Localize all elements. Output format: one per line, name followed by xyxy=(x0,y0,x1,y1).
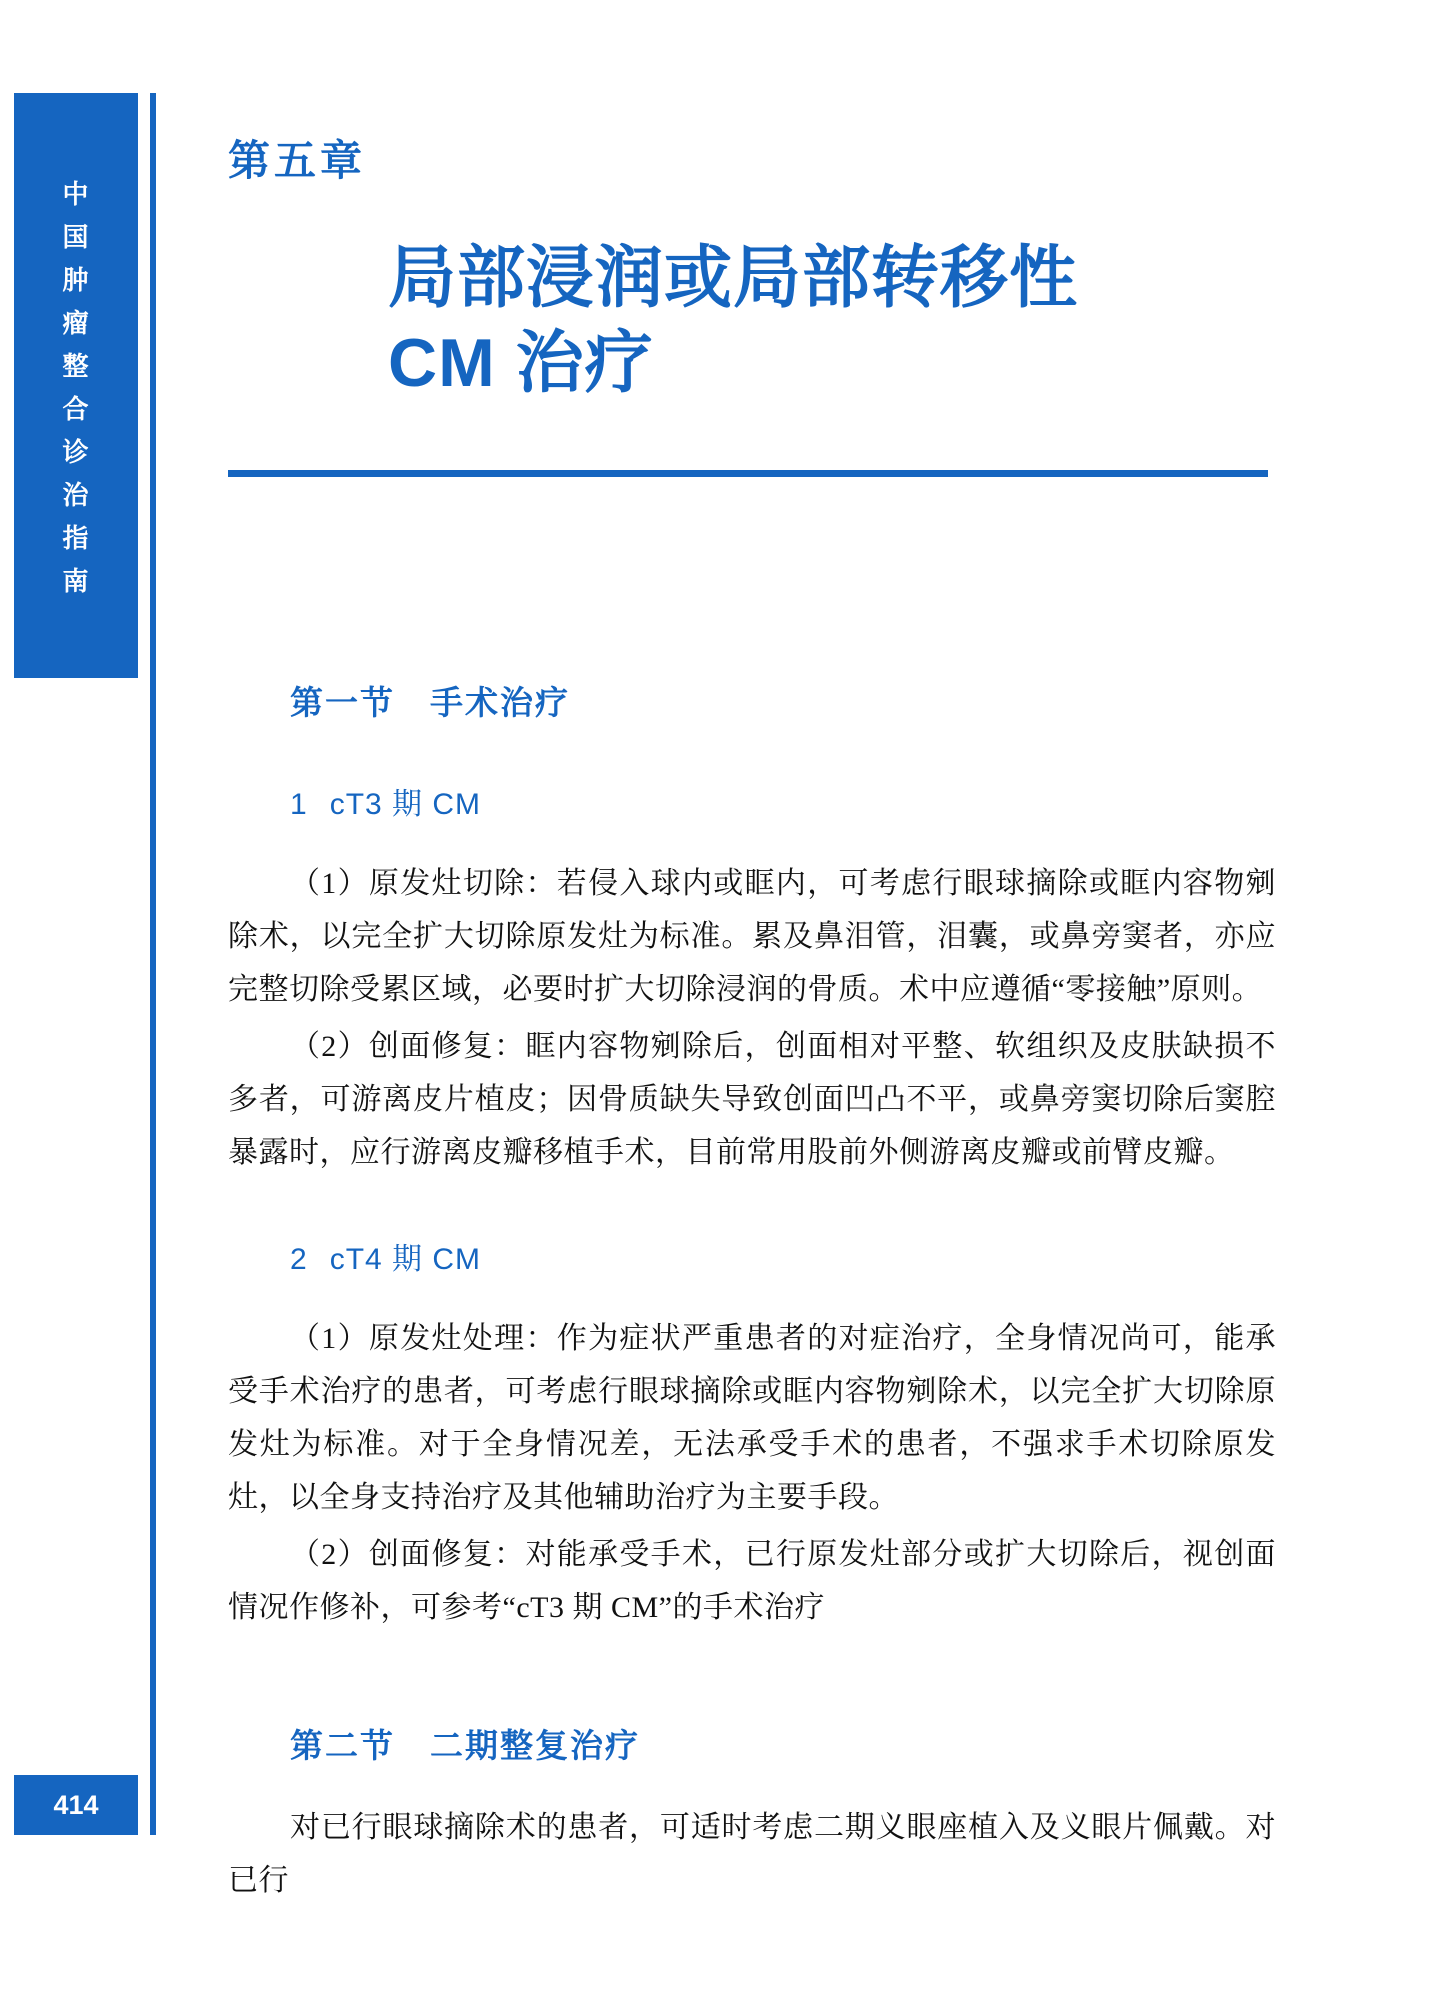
side-tab-char-5: 整 xyxy=(62,351,90,381)
paragraph: （1）原发灶切除：若侵入球内或眶内，可考虑行眼球摘除或眶内容物剜除术，以完全扩大切除原发灶为标准。累及鼻泪管，泪囊，或鼻旁窦者，亦应完整切除受累区域，必要时扩大切除浸润的骨质。术中应遵循“零接触”原则。 xyxy=(228,867,1276,1006)
chapter-title xyxy=(388,236,1276,406)
side-vertical-rule xyxy=(150,93,156,1835)
subsection-heading-1-2 xyxy=(290,1234,1276,1278)
side-tab-title xyxy=(14,173,138,603)
side-tab-char-4: 瘤 xyxy=(62,308,90,338)
title-divider xyxy=(228,470,1268,477)
side-tab-char-9: 指 xyxy=(62,523,90,553)
subsection-heading-1-1 xyxy=(290,779,1276,823)
side-tab-char-2: 国 xyxy=(62,222,90,252)
side-tab-char-3: 肿 xyxy=(62,265,90,295)
side-tab-char-6: 合 xyxy=(62,394,90,424)
section-heading-1: 第一节 手术治疗 xyxy=(290,686,570,722)
side-tab-char-1: 中 xyxy=(62,179,90,209)
subsection-label: cT3 期 CM xyxy=(329,788,482,821)
side-tab-char-10: 南 xyxy=(62,566,90,596)
page-number: 414 xyxy=(14,1775,138,1835)
side-tab-char-8: 治 xyxy=(62,480,90,510)
chapter-label: 第五章 xyxy=(228,139,367,185)
paragraph: （1）原发灶处理：作为症状严重患者的对症治疗，全身情况尚可，能承受手术治疗的患者，可考虑行眼球摘除或眶内容物剜除术，以完全扩大切除原发灶为标准。对于全身情况差，无法承受手术的患者，不强求手术切除原发灶，以全身支持治疗及其他辅助治疗为主要手段。 xyxy=(228,1322,1276,1514)
chapter-title-line2: CM 治疗 xyxy=(388,325,654,401)
side-tab-char-7: 诊 xyxy=(62,437,90,467)
chapter-title-line1: 局部浸润或局部转移性 xyxy=(388,240,1079,316)
subsection-label: cT4 期 CM xyxy=(329,1243,482,1276)
paragraph: 对已行眼球摘除术的患者，可适时考虑二期义眼座植入及义眼片佩戴。对已行 xyxy=(228,1811,1276,1897)
page-content xyxy=(228,0,1276,1907)
paragraph: （2）创面修复：眶内容物剜除后，创面相对平整、软组织及皮肤缺损不多者，可游离皮片植皮；因骨质缺失导致创面凹凸不平，或鼻旁窦切除后窦腔暴露时，应行游离皮瓣移植手术，目前常用股前外侧游离皮瓣或前臂皮瓣。 xyxy=(228,1030,1276,1169)
subsection-number: 1 xyxy=(290,788,308,821)
paragraph: （2）创面修复：对能承受手术，已行原发灶部分或扩大切除后，视创面情况作修补，可参考“cT3 期 CM”的手术治疗 xyxy=(228,1538,1276,1624)
subsection-number: 2 xyxy=(290,1243,308,1276)
side-tab-banner xyxy=(14,93,138,678)
section-heading-2: 第二节 二期整复治疗 xyxy=(290,1729,640,1765)
